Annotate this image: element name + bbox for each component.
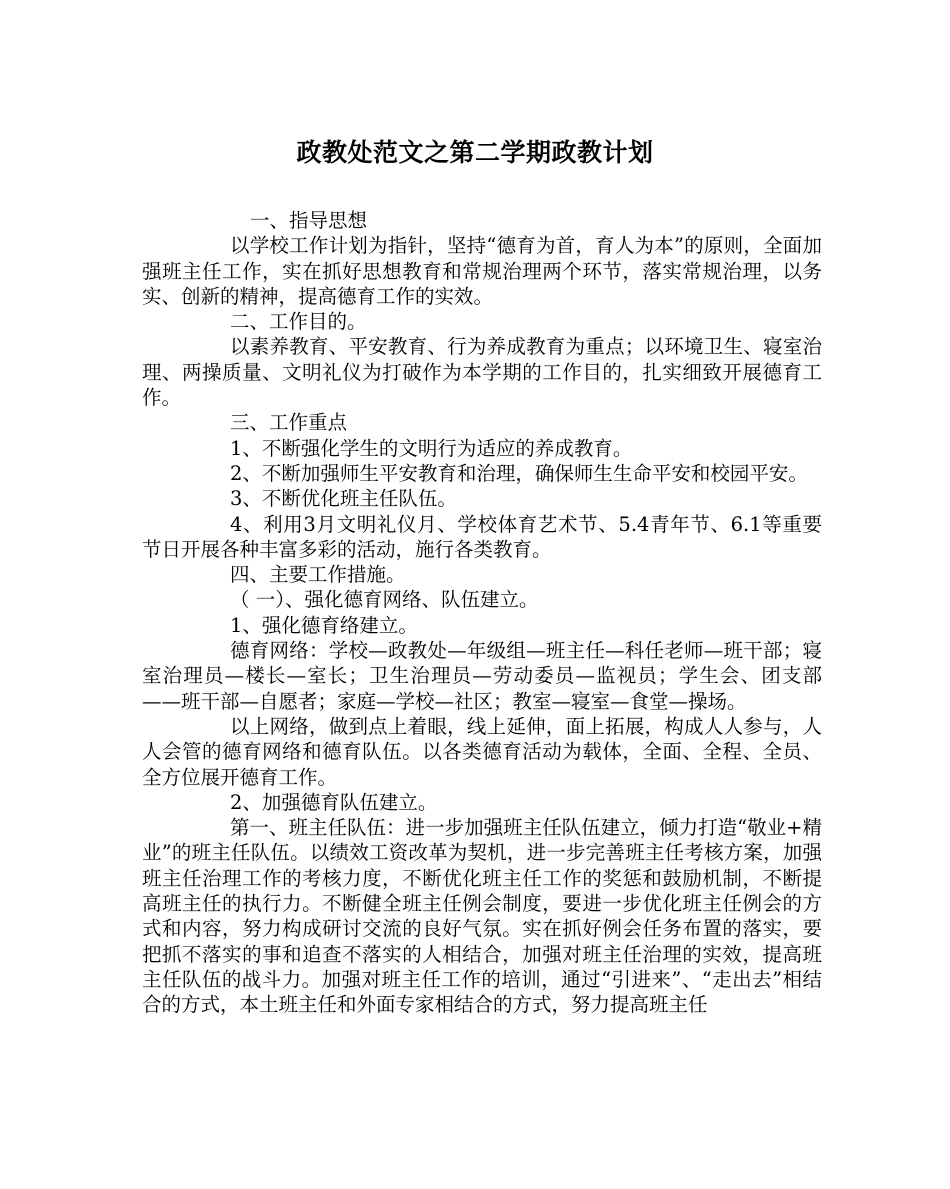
section-heading: 二、工作目的。 (230, 310, 367, 334)
list-item: 3、不断优化班主任队伍。 (230, 487, 457, 511)
section-heading: 三、工作重点 (230, 411, 348, 435)
document-body (142, 208, 822, 1018)
subsection-heading: （ 一）、强化德育网络、队伍建立。 (230, 588, 539, 612)
paragraph: 以上网络，做到点上着眼，线上延伸，面上拓展，构成人人参与，人人会管的德育网络和德育队伍。以各类德育活动为载体，全面、全程、全员、全方位展开德育工作。 (142, 714, 822, 789)
list-item: 4、利用3月文明礼仪月、学校体育艺术节、5.4青年节、6.1等重要节日开展各种丰富多彩的活动，施行各类教育。 (142, 512, 822, 561)
list-item: 1、不断强化学生的文明行为适应的养成教育。 (230, 436, 633, 460)
paragraph: 以素养教育、平安教育、行为养成教育为重点；以环境卫生、寝室治理、两操质量、文明礼仪为打破作为本学期的工作目的，扎实细致开展德育工作。 (142, 335, 822, 410)
section-heading: 一、指导思想 (250, 209, 368, 232)
list-item: 2、不断加强师生平安教育和治理，确保师生生命平安和校园平安。 (230, 461, 808, 485)
paragraph: 以学校工作计划为指针，坚持“德育为首，育人为本”的原则，全面加强班主任工作，实在抓好思想教育和常规治理两个环节，落实常规治理，以务实、创新的精神，提高德育工作的实效。 (142, 234, 822, 308)
paragraph: 德育网络：学校—政教处—年级组—班主任—科任老师—班干部；寝室治理员—楼长—室长；卫生治理员—劳动委员—监视员；学生会、团支部——班干部—自愿者；家庭—学校—社区；教室—寝室—食堂—操场。 (142, 639, 822, 713)
document-title: 政教处范文之第二学期政教计划 (296, 138, 654, 167)
section-heading: 四、主要工作措施。 (230, 563, 406, 587)
paragraph: 第一、班主任队伍：进一步加强班主任队伍建立，倾力打造“敬业+精业”的班主任队伍。以绩效工资改革为契机，进一步完善班主任考核方案，加强班主任治理工作的考核力度，不断优化班主任工作的奖惩和鼓励机制，不断提高班主任的执行力。不断健全班主任例会制度，要进一步优化班主任例会的方式和内容，努力构成研讨交流的良好气氛。实在抓好例会任务布置的落实，要把抓不落实的事和追查不落实的人相结合，加强对班主任治理的实效，提高班主任队伍的战斗力。加强对班主任工作的培训，通过“引进来”、“走出去”相结合的方式，本土班主任和外面专家相结合的方式，努力提高班主任 (142, 816, 822, 1017)
subsection-heading: 2、加强德育队伍建立。 (230, 790, 438, 814)
subsection-heading: 1、强化德育络建立。 (230, 613, 418, 637)
